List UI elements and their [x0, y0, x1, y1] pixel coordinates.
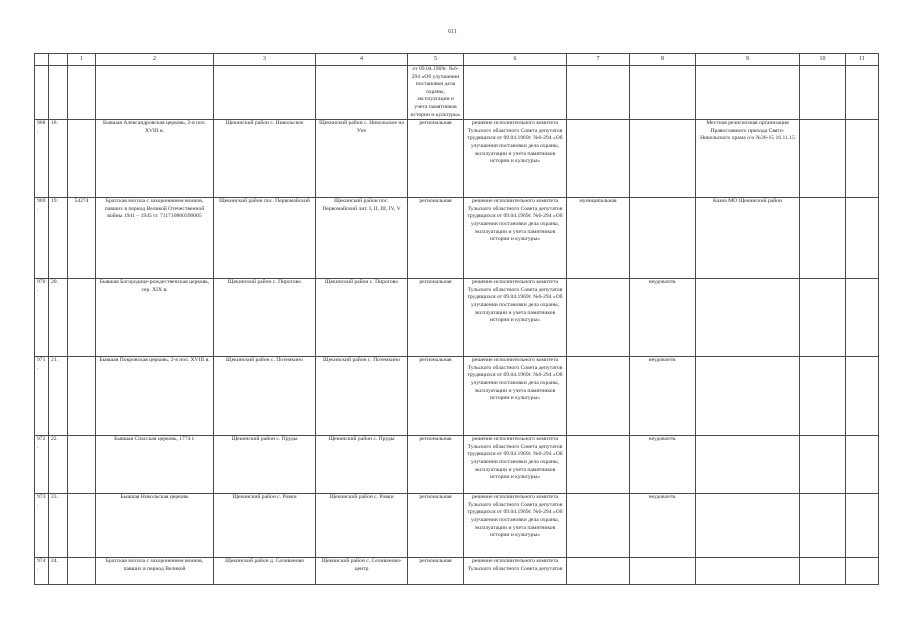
legal-act-cell — [464, 66, 567, 120]
col-11-cell — [846, 494, 879, 558]
user-cell — [696, 494, 800, 558]
address-cell: Щекинский район с. Никольское на Упе — [316, 120, 408, 198]
table-row — [35, 198, 879, 279]
code-cell — [68, 436, 96, 494]
column-number-cell: 4 — [316, 54, 408, 66]
seq-number-cell: 19. — [49, 198, 68, 279]
category-cell: региональная — [408, 558, 464, 585]
legal-act-cell: решение исполнительного комитета Тульского областного Совета депутатов трудящихся от 09.04.1969г. №6-294 «Об улучшении постановки дела охраны, эксплуатации и учета памятников истории и культуры» — [464, 279, 567, 357]
code-cell — [68, 120, 96, 198]
code-cell: 54274 — [68, 198, 96, 279]
object-name-cell: Братская могила с захоронением воинов, павших в период Великой — [96, 558, 214, 585]
column-number-cell: 11 — [846, 54, 879, 66]
ownership-cell — [567, 494, 630, 558]
ownership-cell: муниципальная — [567, 198, 630, 279]
col-10-cell — [800, 279, 846, 357]
col-11-cell — [846, 558, 879, 585]
seq-number-cell: 24. — [49, 558, 68, 585]
ownership-cell — [567, 120, 630, 198]
legal-act-cell: решение исполнительного комитета Тульского областного Совета депутатов трудящихся от 09.04.1969г. №6-294 «Об улучшении постановки дела охраны, эксплуатации и учета памятников истории и культуры» — [464, 494, 567, 558]
condition-cell — [630, 558, 696, 585]
user-cell — [696, 558, 800, 585]
table-row — [35, 120, 879, 198]
code-cell — [68, 494, 96, 558]
seq-number-cell: 18. — [49, 120, 68, 198]
object-name-cell — [96, 66, 214, 120]
ownership-cell — [567, 279, 630, 357]
col-10-cell — [800, 120, 846, 198]
column-number-cell: 6 — [464, 54, 567, 66]
col-11-cell — [846, 357, 879, 436]
condition-cell: неудовлетв. — [630, 436, 696, 494]
seq-number-cell — [49, 66, 68, 120]
seq-number-cell: 21. — [49, 357, 68, 436]
reg-number-cell — [35, 66, 49, 120]
col-10-cell — [800, 494, 846, 558]
user-cell: Казна МО Щекинский район — [696, 198, 800, 279]
location-cell — [214, 66, 316, 120]
table-row — [35, 357, 879, 436]
category-cell: региональная — [408, 279, 464, 357]
table-row — [35, 66, 879, 120]
col-10-cell — [800, 198, 846, 279]
condition-cell: неудовлетв. — [630, 279, 696, 357]
location-cell: Щекинский район пос. Первомайский — [214, 198, 316, 279]
user-cell — [696, 66, 800, 120]
col-11-cell — [846, 120, 879, 198]
ownership-cell — [567, 357, 630, 436]
column-number-cell — [49, 54, 68, 66]
seq-number-cell: 23. — [49, 494, 68, 558]
code-cell — [68, 279, 96, 357]
col-10-cell — [800, 558, 846, 585]
object-name-cell: Бывшая Никольская церковь — [96, 494, 214, 558]
reg-number-cell: 970. — [35, 279, 49, 357]
code-cell — [68, 558, 96, 585]
ownership-cell — [567, 436, 630, 494]
user-cell: Местная религиозная организация Православного прихода Свято-Никольского храма о/о №36-15 16.11.15 — [696, 120, 800, 198]
condition-cell — [630, 66, 696, 120]
column-number-cell: 1 — [68, 54, 96, 66]
category-cell: региональная — [408, 494, 464, 558]
ownership-cell — [567, 558, 630, 585]
seq-number-cell: 22. — [49, 436, 68, 494]
column-number-cell: 3 — [214, 54, 316, 66]
column-number-cell — [35, 54, 49, 66]
reg-number-cell: 969. — [35, 198, 49, 279]
address-cell: Щекинский район с. Пирогово — [316, 279, 408, 357]
category-cell: от 09.04.1969г. №6-294 «Об улучшении постановки дела охраны, эксплуатации и учета памятников истории и культуры» — [408, 66, 464, 120]
col-10-cell — [800, 357, 846, 436]
condition-cell: неудовлетв. — [630, 494, 696, 558]
address-cell: Щекинский район с. Пруды — [316, 436, 408, 494]
column-number-cell: 10 — [800, 54, 846, 66]
code-cell — [68, 357, 96, 436]
table-row — [35, 494, 879, 558]
location-cell: Щекинский район с. Пруды — [214, 436, 316, 494]
address-cell — [316, 66, 408, 120]
condition-cell — [630, 198, 696, 279]
address-cell: Щекинский район с. Потемкино — [316, 357, 408, 436]
seq-number-cell: 20. — [49, 279, 68, 357]
legal-act-cell: решение исполнительного комитета Тульского областного Совета депутатов трудящихся от 09.04.1969г. №6-294 «Об улучшении постановки дела охраны, эксплуатации и учета памятников истории и культуры» — [464, 357, 567, 436]
col-10-cell — [800, 436, 846, 494]
legal-act-cell: решение исполнительного комитета Тульского областного Совета депутатов — [464, 558, 567, 585]
category-cell: региональная — [408, 357, 464, 436]
column-number-row — [35, 54, 879, 66]
user-cell — [696, 279, 800, 357]
legal-act-cell: решение исполнительного комитета Тульского областного Совета депутатов трудящихся от 09.04.1969г. №6-294 «Об улучшении постановки дела охраны, эксплуатации и учета памятников истории и культуры» — [464, 436, 567, 494]
object-name-cell: Бывшая Спасская церковь, 1774 г. — [96, 436, 214, 494]
reg-number-cell: 971. — [35, 357, 49, 436]
reg-number-cell: 972. — [35, 436, 49, 494]
table-row — [35, 436, 879, 494]
column-number-cell: 8 — [630, 54, 696, 66]
user-cell — [696, 436, 800, 494]
address-cell: Щекинский район с. Ровки — [316, 494, 408, 558]
legal-act-cell: решение исполнительного комитета Тульского областного Совета депутатов трудящихся от 09.04.1969г. №6-294 «Об улучшении постановки дела охраны, эксплуатации и учета памятников истории и культуры» — [464, 198, 567, 279]
object-name-cell: Братская могила с захоронением воинов, павших в период Великой Отечественной войны 1941 – 1945 гг. 711710860390005 — [96, 198, 214, 279]
location-cell: Щекинский район с. Ровки — [214, 494, 316, 558]
ownership-cell — [567, 66, 630, 120]
user-cell — [696, 357, 800, 436]
object-name-cell: Бывшая Богородице-рождественская церковь, сер. XIX в. — [96, 279, 214, 357]
col-10-cell — [800, 66, 846, 120]
condition-cell: неудовлетв. — [630, 357, 696, 436]
location-cell: Щекинский район с. Никольское — [214, 120, 316, 198]
page-number: 611 — [448, 29, 457, 35]
table-row — [35, 279, 879, 357]
column-number-cell: 9 — [696, 54, 800, 66]
heritage-registry-table — [34, 53, 879, 585]
table-row — [35, 558, 879, 585]
reg-number-cell: 973. — [35, 494, 49, 558]
location-cell: Щекинский район д. Селиваново — [214, 558, 316, 585]
address-cell: Щекинский район пос. Первомайский лит. I, II, III, IV, V — [316, 198, 408, 279]
location-cell: Щекинский район с. Пирогово — [214, 279, 316, 357]
col-11-cell — [846, 66, 879, 120]
column-number-cell: 7 — [567, 54, 630, 66]
col-11-cell — [846, 198, 879, 279]
legal-act-cell: решение исполнительного комитета Тульского областного Совета депутатов трудящихся от 09.04.1969г. №6-294 «Об улучшении постановки дела охраны, эксплуатации и учета памятников истории и культуры» — [464, 120, 567, 198]
reg-number-cell: 974. — [35, 558, 49, 585]
object-name-cell: Бывшая Покровская церковь, 2-я пол. XVIII в. — [96, 357, 214, 436]
category-cell: региональная — [408, 436, 464, 494]
category-cell: региональная — [408, 198, 464, 279]
column-number-cell: 5 — [408, 54, 464, 66]
address-cell: Щекинский район с. Селиваново-центр — [316, 558, 408, 585]
category-cell: региональная — [408, 120, 464, 198]
object-name-cell: Бывшая Александровская церковь, 2-я пол. XVIII в. — [96, 120, 214, 198]
code-cell — [68, 66, 96, 120]
col-11-cell — [846, 436, 879, 494]
condition-cell — [630, 120, 696, 198]
location-cell: Щекинский район с. Потемкино — [214, 357, 316, 436]
col-11-cell — [846, 279, 879, 357]
column-number-cell: 2 — [96, 54, 214, 66]
reg-number-cell: 968. — [35, 120, 49, 198]
